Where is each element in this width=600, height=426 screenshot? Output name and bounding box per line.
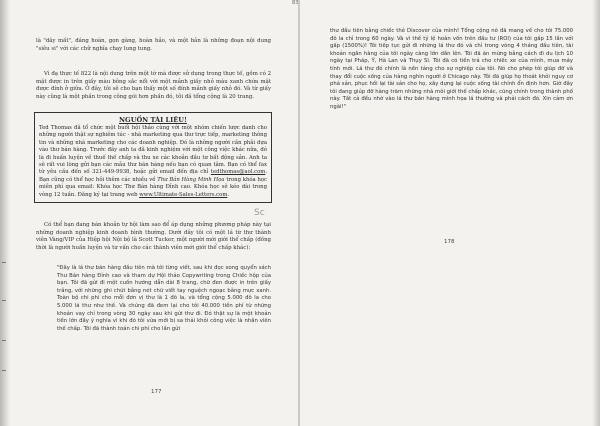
resource-email-link[interactable]: tedthomas@aol.com (210, 169, 266, 176)
resource-box (34, 112, 272, 203)
right-edge-shadow (592, 0, 600, 426)
resource-box-body (39, 125, 267, 199)
left-paragraph-2-text: Vì đạ thực tế 822 là nội dung trên một tờ mà được sử dụng trong thực tế, gồm có 2 mặt được in trên giấy màu bông sắc nổi với một mảnh giấy nhỏ màu xanh chứa mật được đính ở giữa. Ở đây, tôi sẽ cho bạn thấy một số đính mảnh giấy nhỏ đó. Và từ giấy này cũng là một phần trong công gói hơn phần đó, tôi đã tổng cộng là 20 trang. (36, 71, 271, 100)
book-gutter (298, 0, 300, 426)
margin-tick (2, 262, 6, 263)
left-paragraph-1 (36, 38, 271, 53)
left-paragraph-3-text: Có thể bạn đang bán khoản tự hội làm sao để áp dụng những phương pháp này tại những doanh nghiệp kinh doanh bình thường. Dưới đây tôi có một lá từ thư thành viên Vàng/VIP của Hiệp hội Nội bộ là Scott Tucker, một người mới giới thể chấp (đồng thời là người huấn luyện và tư vấn cho các thành viên mới giới thể chấp khác): (36, 222, 271, 251)
testimonial-quote (57, 265, 271, 333)
testimonial-quote-text: "Đây là lá thư bán hàng đầu tiên mà tôi từng viết, sau khi đọc xong quyển sách Thư Bán hàng Đỉnh cao và tham dự Hội thảo Copywriting trong Chiếc hộp của bạn. Tôi đã gửi đi một cuốn hướng dẫn dài 8 trang, chữ đen được in trên giấy trắng, với những ghi chút bằng nét chữ viết tay nguệch ngoạc bằng mực xanh. Toàn bộ chi phí cho mỗi đơn vị thư là 1 đô la, và tổng cộng 5.000 đô la cho 5.000 lá thư như thế. Và chúng đã đem lại cho tôi 40.000 tiền phí từ những khoản vay chỉ trong vòng 30 ngày sau khi gửi thư đi. Đó thật sự là một khoản tiền lớn đầy ý nghĩa vì khi đó tôi vừa mới bị sa thải khỏi công việc là nhân viên thế chấp. Tôi đã thành toán chi phí cho lần gửi (57, 265, 271, 332)
right-paragraph-1-text: thư đầu tiên bằng chiếc thẻ Discover của mình! Tổng cộng nó đã mang về cho tôi 75.000 đô la chỉ trong 60 ngày. Và vì thế tỷ lệ hoàn vốn trên đầu tư (ROI) của tôi gấp 15 lần với gấp (1500%)! Tôi tiếp tục gửi đi những lá thư đó và chỉ trong vòng 4 tháng đầu tiên, tài khoản ngân hàng của tôi ngày càng lớn dần lên. Tôi đã ăn mừng bằng cách đi du lịch 10 ngày tại Pháp, Ý, Hà Lan và Thụy Sĩ. Tôi đã có tiền trả cho chiếc xe của mình, mua máy tính mới. Lá thư đó chính là nền tảng cho sự nghiệp của tôi. Nó cho phép tôi giúp đỡ và thay đổi cuộc sống của hàng nghìn người ở Chicago này. Tôi đã giúp họ thoát khỏi nguy cơ phá sản, phục hồi lại tài sản cho họ, xây dựng lại cuộc sống tài chính ổn định hơn. Giờ đây tôi đang giúp đỡ hàng trăm những nhà môi giới thế chấp khác, cũng chính trong thành phố này. Tất cả đều nhờ vào lá thư bán hàng mình họa lá thường và phải cách đó. Xin cảm ơn ngài!" (330, 28, 573, 110)
resource-body-end: trong khóa học miễn phí qua email: Khóa học Thư Bán hàng Đỉnh cao. Khóa học sẽ kéo dài trong vòng 12 tuần. Đăng ký tại trang web (39, 176, 268, 198)
resource-website-link[interactable]: www.Ultimate-Sales-Letters.com (139, 191, 228, 198)
right-paragraph-1 (330, 28, 573, 112)
margin-tick (2, 340, 6, 341)
margin-tick (2, 300, 6, 301)
resource-body-mid: . Bạn cũng có thể học hỏi thêm các nhiều về (39, 169, 268, 183)
page-number-right: 178 (444, 239, 455, 245)
resource-body-start: Ted Thomas đã tổ chức một buổi hội thảo cùng với một nhóm chiến lược danh cho những người thật sự nghiêm túc - nhà marketing qua thư trực tiếp, marketing thông tin và những nhà marketing cho các doanh nghiệp. Đó là những người cần phải dựa vào thư bán hàng. Trước đây anh ta đã kinh nghiệm với một công việc khác nữa, đó là đi huấn luyện về thuế thế chấp và thu xe các khoản đầu tư bất động sản. Anh ta sẽ rất vui lòng gửi bạn các mẫu thư bán hàng nếu bạn có quan tâm. Bạn có thể fax từ yêu cầu đến số 321-449-9938, hoặc gửi email đến địa chỉ (39, 125, 267, 176)
margin-tick (2, 370, 6, 371)
page-number-left: 177 (151, 389, 162, 395)
resource-book-title: Thư Bán Hàng Minh Họa (157, 176, 225, 183)
left-paragraph-2 (36, 71, 271, 101)
handwritten-scribble: Sc (254, 208, 265, 218)
header-mark: 83 (292, 0, 299, 6)
left-paragraph-1-text: là "dây mất", đáng hoàn, gọn gàng, hoàn hảo, và một bản là những đoạn nội dung "siêu si" với các chữ nghĩa chạy lung tung. (36, 38, 271, 52)
resource-box-title: NGUỒN TÀI LIỆU! (119, 116, 187, 124)
left-edge-shadow (0, 0, 10, 426)
left-paragraph-3 (36, 222, 271, 252)
resource-final-dot: . (227, 191, 230, 198)
